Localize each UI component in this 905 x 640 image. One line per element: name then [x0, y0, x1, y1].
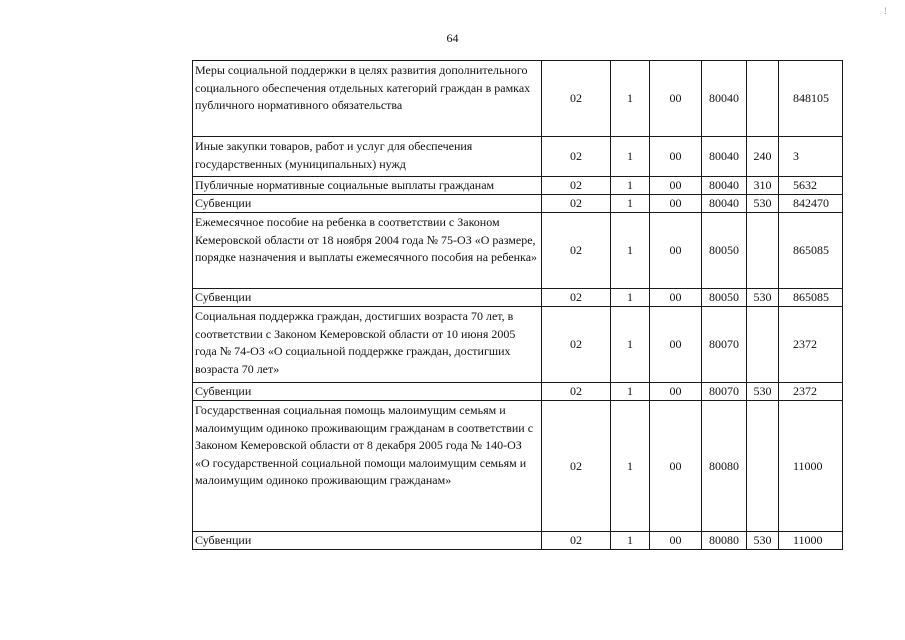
table-row: [193, 61, 843, 137]
row-amount: 842470: [779, 195, 843, 213]
row-program: 00: [650, 532, 702, 550]
row-code: 80070: [702, 383, 747, 401]
row-amount: 2372: [779, 383, 843, 401]
row-section: 02: [542, 401, 611, 532]
row-section: 02: [542, 383, 611, 401]
table-row: [193, 307, 843, 383]
row-program: 00: [650, 213, 702, 289]
row-name: Публичные нормативные социальные выплаты гражданам: [193, 177, 542, 195]
row-subsection: 1: [611, 532, 650, 550]
row-expense-type: [747, 213, 779, 289]
row-expense-type: [747, 61, 779, 137]
row-program: 00: [650, 383, 702, 401]
row-subsection: 1: [611, 177, 650, 195]
row-subsection: 1: [611, 195, 650, 213]
row-amount: 848105: [779, 61, 843, 137]
row-section: 02: [542, 177, 611, 195]
row-expense-type: 530: [747, 289, 779, 307]
row-expense-type: 530: [747, 195, 779, 213]
row-section: 02: [542, 61, 611, 137]
row-code: 80040: [702, 177, 747, 195]
row-code: 80040: [702, 61, 747, 137]
row-expense-type: [747, 307, 779, 383]
row-expense-type: 240: [747, 137, 779, 177]
table-row: [193, 137, 843, 177]
row-name: Субвенции: [193, 532, 542, 550]
row-program: 00: [650, 177, 702, 195]
row-expense-type: 310: [747, 177, 779, 195]
row-subsection: 1: [611, 383, 650, 401]
row-subsection: 1: [611, 307, 650, 383]
row-section: 02: [542, 532, 611, 550]
row-amount: 2372: [779, 307, 843, 383]
row-amount: 865085: [779, 213, 843, 289]
row-section: 02: [542, 195, 611, 213]
row-section: 02: [542, 213, 611, 289]
row-program: 00: [650, 61, 702, 137]
row-amount: 11000: [779, 401, 843, 532]
row-code: 80050: [702, 289, 747, 307]
row-code: 80040: [702, 137, 747, 177]
row-program: 00: [650, 195, 702, 213]
row-name: Субвенции: [193, 383, 542, 401]
row-section: 02: [542, 289, 611, 307]
table-row: [193, 401, 843, 532]
table-row: [193, 289, 843, 307]
row-name: Меры социальной поддержки в целях развития дополнительного социального обеспечения отдельных категорий граждан в рамках публичного нормативного обязательства: [193, 61, 542, 137]
page-number: 64: [446, 31, 459, 45]
table-row: [193, 532, 843, 550]
row-code: 80050: [702, 213, 747, 289]
row-amount: 865085: [779, 289, 843, 307]
row-subsection: 1: [611, 401, 650, 532]
row-code: 80080: [702, 401, 747, 532]
row-expense-type: [747, 401, 779, 532]
row-name: Иные закупки товаров, работ и услуг для обеспечения государственных (муниципальных) нужд: [193, 137, 542, 177]
row-code: 80070: [702, 307, 747, 383]
row-name: Субвенции: [193, 195, 542, 213]
row-subsection: 1: [611, 61, 650, 137]
margin-mark: !: [884, 6, 887, 16]
row-name: Субвенции: [193, 289, 542, 307]
row-program: 00: [650, 289, 702, 307]
row-name: Социальная поддержка граждан, достигших возраста 70 лет, в соответствии с Законом Кемеровской области от 10 июня 2005 года № 74-ОЗ «О социальной поддержке граждан, достигших возраста 70 лет»: [193, 307, 542, 383]
row-code: 80040: [702, 195, 747, 213]
row-subsection: 1: [611, 213, 650, 289]
table-row: [193, 177, 843, 195]
row-amount: 5632: [779, 177, 843, 195]
budget-table-body: [193, 61, 843, 550]
table-row: [193, 383, 843, 401]
row-section: 02: [542, 137, 611, 177]
row-program: 00: [650, 137, 702, 177]
row-subsection: 1: [611, 137, 650, 177]
table-row: [193, 213, 843, 289]
row-name: Ежемесячное пособие на ребенка в соответствии с Законом Кемеровской области от 18 ноября 2004 года № 75-ОЗ «О размере, порядке назначения и выплаты ежемесячного пособия на ребенка»: [193, 213, 542, 289]
row-expense-type: 530: [747, 383, 779, 401]
row-expense-type: 530: [747, 532, 779, 550]
row-program: 00: [650, 307, 702, 383]
table-row: [193, 195, 843, 213]
row-code: 80080: [702, 532, 747, 550]
row-amount: 11000: [779, 532, 843, 550]
row-amount: 3: [779, 137, 843, 177]
budget-table: [192, 60, 843, 550]
row-program: 00: [650, 401, 702, 532]
row-section: 02: [542, 307, 611, 383]
row-subsection: 1: [611, 289, 650, 307]
row-name: Государственная социальная помощь малоимущим семьям и малоимущим одиноко проживающим гражданам в соответствии с Законом Кемеровской области от 8 декабря 2005 года № 140-ОЗ «О государственной социальной помощи малоимущим семьям и малоимущим одиноко проживающим гражданам»: [193, 401, 542, 532]
